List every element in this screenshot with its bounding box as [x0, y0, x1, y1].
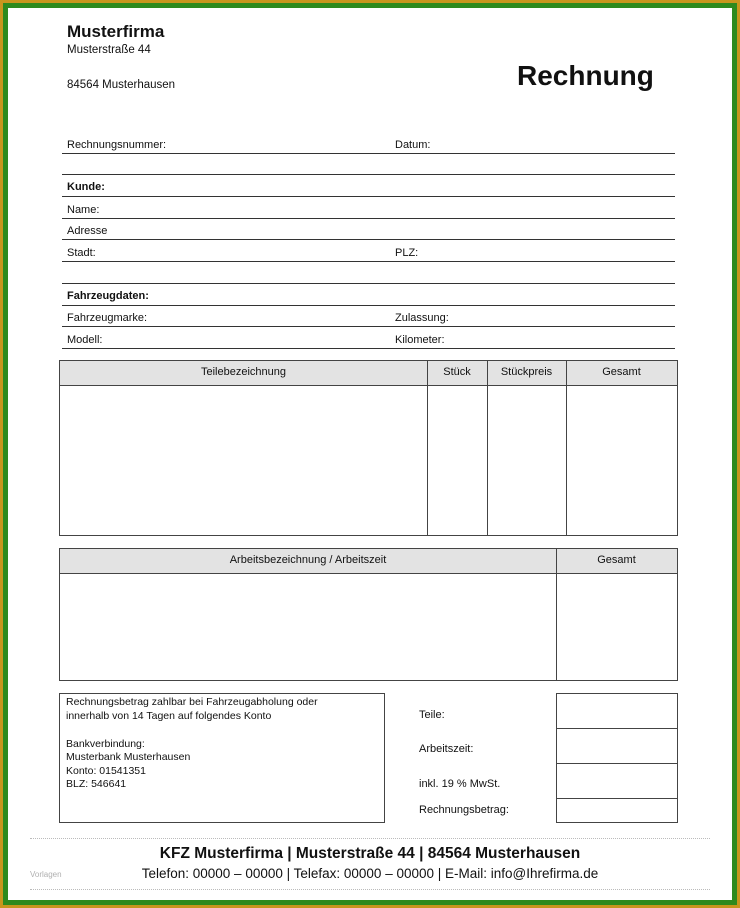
- vehicle-heading: Fahrzeugdaten:: [67, 290, 149, 302]
- sum-vat-label: inkl. 19 % MwSt.: [419, 778, 501, 790]
- parts-col-quantity: Stück: [443, 366, 471, 378]
- registration-label: Zulassung:: [395, 312, 449, 324]
- bank-name: Musterbank Musterhausen: [66, 751, 191, 763]
- labor-col-description: Arbeitsbezeichnung / Arbeitszeit: [229, 554, 387, 566]
- labor-col-total: Gesamt: [597, 554, 636, 566]
- column-divider: [566, 361, 567, 535]
- summary-row-divider: [557, 728, 677, 729]
- parts-col-total: Gesamt: [602, 366, 641, 378]
- bank-heading: Bankverbindung:: [66, 738, 145, 750]
- payment-terms-line-2: innerhalb von 14 Tagen auf folgendes Konto: [66, 710, 272, 722]
- invoice-number-label: Rechnungsnummer:: [67, 139, 167, 151]
- footer-contact-line: Telefon: 00000 – 00000 | Telefax: 00000 – 00000 | E-Mail: info@Ihrefirma.de: [141, 866, 599, 881]
- document-title: Rechnung: [517, 60, 654, 91]
- separator-line: [62, 174, 675, 175]
- name-line[interactable]: [62, 218, 675, 219]
- sum-total-label: Rechnungsbetrag:: [419, 804, 509, 816]
- date-label: Datum:: [395, 139, 431, 151]
- column-divider: [556, 549, 557, 680]
- column-divider: [427, 361, 428, 535]
- company-name: Musterfirma: [67, 22, 165, 41]
- zip-label: PLZ:: [395, 247, 419, 259]
- invoice-number-line[interactable]: [62, 153, 675, 154]
- bank-blz: BLZ: 546641: [66, 778, 127, 790]
- parts-table: [59, 360, 678, 536]
- vehicle-heading-line: [62, 305, 675, 306]
- city-label: Stadt:: [67, 247, 96, 259]
- model-label: Modell:: [67, 334, 103, 346]
- address-line[interactable]: [62, 239, 675, 240]
- sum-parts-label: Teile:: [419, 709, 445, 721]
- address-label: Adresse: [67, 225, 108, 237]
- company-street: Musterstraße 44: [67, 44, 151, 56]
- watermark: Vorlagen: [30, 870, 62, 879]
- sum-labor-label: Arbeitszeit:: [419, 743, 474, 755]
- make-label: Fahrzeugmarke:: [67, 312, 148, 324]
- city-line[interactable]: [62, 261, 675, 262]
- footer-separator-bottom: [30, 889, 710, 890]
- summary-row-divider: [557, 798, 677, 799]
- model-line[interactable]: [62, 348, 675, 349]
- separator-line: [62, 283, 675, 284]
- customer-heading: Kunde:: [67, 181, 105, 193]
- footer-separator: [30, 838, 710, 839]
- payment-info-box: [59, 693, 385, 823]
- footer-company-line: KFZ Musterfirma | Musterstraße 44 | 84564 Musterhausen: [159, 845, 581, 862]
- column-divider: [487, 361, 488, 535]
- bank-account: Konto: 01541351: [66, 765, 146, 777]
- name-label: Name:: [67, 204, 100, 216]
- parts-col-description: Teilebezeichnung: [200, 366, 286, 378]
- customer-heading-line: [62, 196, 675, 197]
- company-city: 84564 Musterhausen: [67, 79, 176, 91]
- summary-box: [556, 693, 678, 823]
- mileage-label: Kilometer:: [395, 334, 445, 346]
- labor-table: [59, 548, 678, 681]
- payment-terms-line-1: Rechnungsbetrag zahlbar bei Fahrzeugabholung oder: [66, 696, 318, 708]
- make-line[interactable]: [62, 326, 675, 327]
- summary-row-divider: [557, 763, 677, 764]
- parts-col-unit-price: Stückpreis: [500, 366, 553, 378]
